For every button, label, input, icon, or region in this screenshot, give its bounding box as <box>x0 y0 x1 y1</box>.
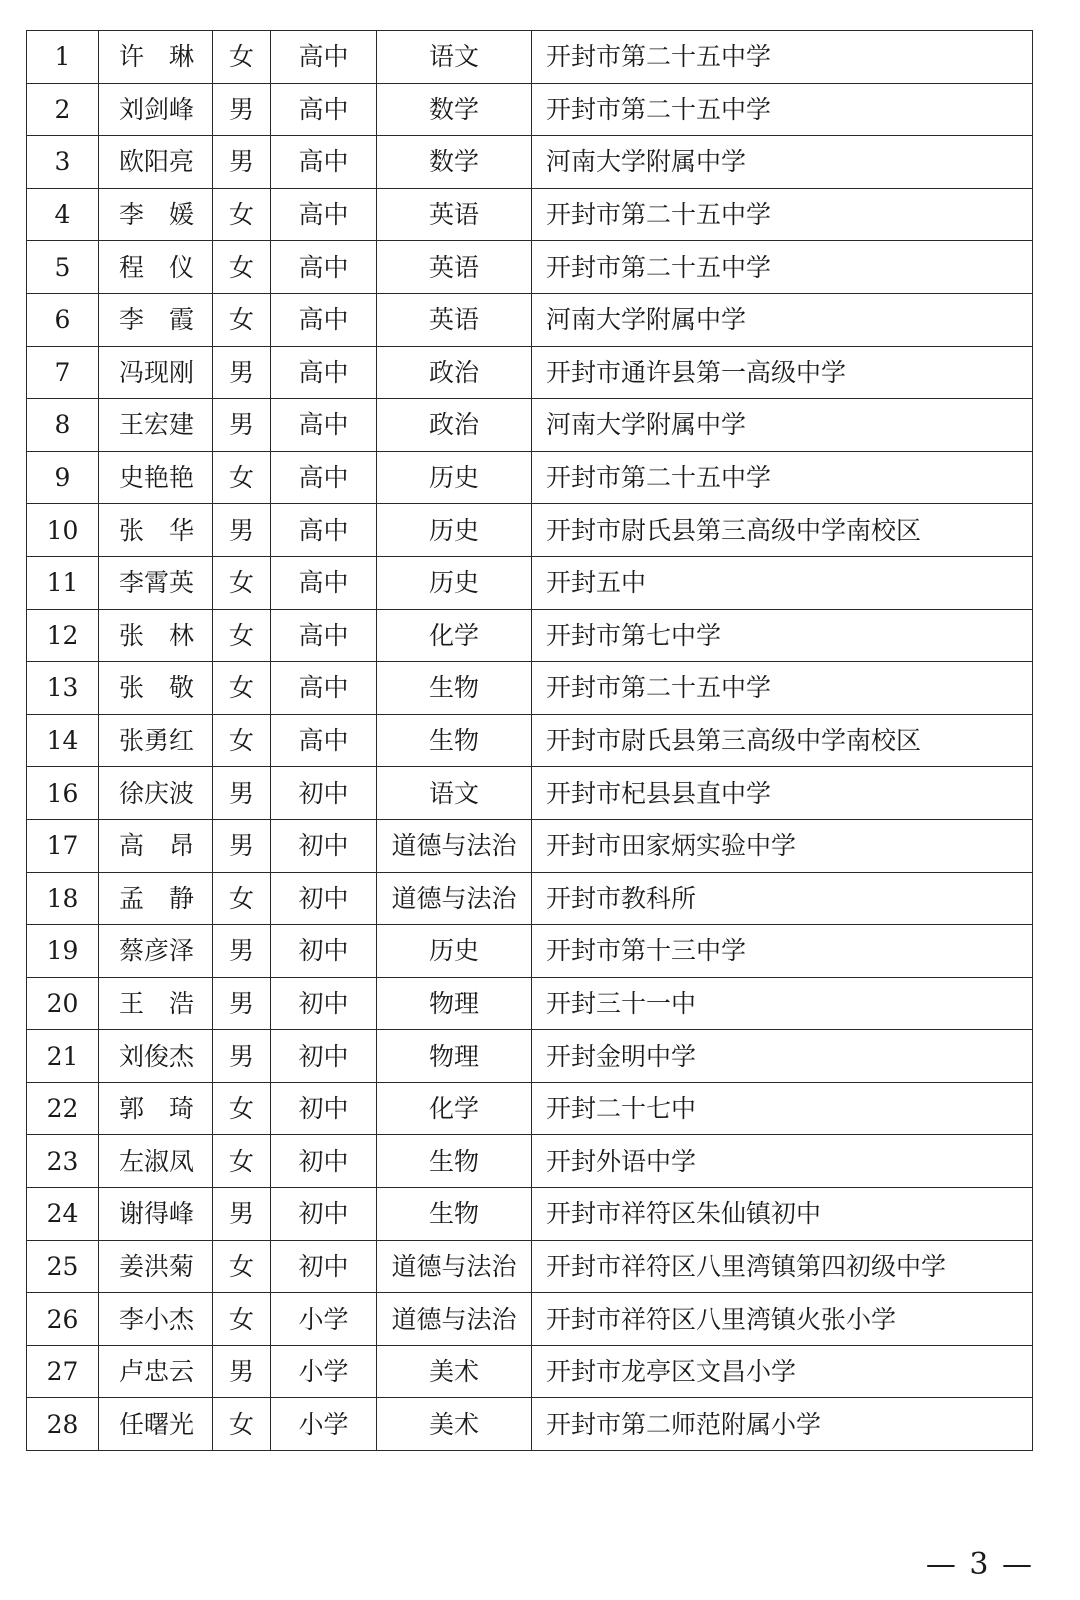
school-name: 开封市第七中学 <box>532 609 1033 662</box>
school-level: 高中 <box>271 714 377 767</box>
teacher-subject: 道德与法治 <box>377 1240 532 1293</box>
teacher-name: 谢得峰 <box>99 1188 213 1241</box>
table-row <box>27 714 1033 767</box>
row-number: 1 <box>27 31 99 84</box>
table-row <box>27 241 1033 294</box>
teacher-name: 王宏建 <box>99 399 213 452</box>
row-number: 7 <box>27 346 99 399</box>
school-name: 开封金明中学 <box>532 1030 1033 1083</box>
school-level: 小学 <box>271 1398 377 1451</box>
school-level: 高中 <box>271 83 377 136</box>
school-level: 初中 <box>271 1135 377 1188</box>
teacher-gender: 男 <box>213 399 271 452</box>
teacher-gender: 女 <box>213 662 271 715</box>
school-name: 河南大学附属中学 <box>532 136 1033 189</box>
school-name: 开封市第二十五中学 <box>532 31 1033 84</box>
school-name: 开封市通许县第一高级中学 <box>532 346 1033 399</box>
school-level: 初中 <box>271 872 377 925</box>
teacher-name: 孟 静 <box>99 872 213 925</box>
school-name: 开封市杞县县直中学 <box>532 767 1033 820</box>
teacher-subject: 英语 <box>377 241 532 294</box>
row-number: 28 <box>27 1398 99 1451</box>
teacher-subject: 道德与法治 <box>377 872 532 925</box>
teacher-name: 史艳艳 <box>99 451 213 504</box>
table-row <box>27 83 1033 136</box>
teacher-name: 徐庆波 <box>99 767 213 820</box>
teacher-gender: 女 <box>213 872 271 925</box>
table-row <box>27 556 1033 609</box>
table-row <box>27 1082 1033 1135</box>
teacher-subject: 英语 <box>377 293 532 346</box>
row-number: 10 <box>27 504 99 557</box>
row-number: 11 <box>27 556 99 609</box>
teacher-subject: 语文 <box>377 31 532 84</box>
row-number: 21 <box>27 1030 99 1083</box>
table-row <box>27 819 1033 872</box>
school-name: 开封市第二十五中学 <box>532 451 1033 504</box>
table-row <box>27 293 1033 346</box>
teacher-name: 程 仪 <box>99 241 213 294</box>
school-level: 初中 <box>271 767 377 820</box>
table-row <box>27 188 1033 241</box>
teacher-gender: 男 <box>213 504 271 557</box>
row-number: 18 <box>27 872 99 925</box>
teacher-gender: 女 <box>213 1240 271 1293</box>
table-row <box>27 1188 1033 1241</box>
teacher-name: 张 林 <box>99 609 213 662</box>
teacher-name: 郭 琦 <box>99 1082 213 1135</box>
teacher-name: 李 霞 <box>99 293 213 346</box>
teacher-gender: 男 <box>213 1345 271 1398</box>
row-number: 17 <box>27 819 99 872</box>
teacher-name: 冯现刚 <box>99 346 213 399</box>
teacher-subject: 物理 <box>377 977 532 1030</box>
teacher-subject: 化学 <box>377 1082 532 1135</box>
row-number: 8 <box>27 399 99 452</box>
school-name: 开封市教科所 <box>532 872 1033 925</box>
row-number: 13 <box>27 662 99 715</box>
teacher-name: 张勇红 <box>99 714 213 767</box>
teacher-gender: 女 <box>213 556 271 609</box>
teacher-gender: 女 <box>213 609 271 662</box>
school-level: 高中 <box>271 609 377 662</box>
row-number: 20 <box>27 977 99 1030</box>
table-row <box>27 504 1033 557</box>
row-number: 19 <box>27 925 99 978</box>
teacher-subject: 数学 <box>377 136 532 189</box>
teacher-gender: 女 <box>213 451 271 504</box>
row-number: 14 <box>27 714 99 767</box>
teacher-gender: 男 <box>213 1188 271 1241</box>
school-name: 开封市第二十五中学 <box>532 241 1033 294</box>
teacher-subject: 英语 <box>377 188 532 241</box>
school-name: 开封市祥符区朱仙镇初中 <box>532 1188 1033 1241</box>
row-number: 2 <box>27 83 99 136</box>
table-row <box>27 346 1033 399</box>
row-number: 26 <box>27 1293 99 1346</box>
teacher-name: 刘俊杰 <box>99 1030 213 1083</box>
teacher-name: 张 华 <box>99 504 213 557</box>
teacher-subject: 道德与法治 <box>377 1293 532 1346</box>
row-number: 4 <box>27 188 99 241</box>
teacher-subject: 历史 <box>377 556 532 609</box>
school-name: 河南大学附属中学 <box>532 399 1033 452</box>
teacher-name: 蔡彦泽 <box>99 925 213 978</box>
school-name: 河南大学附属中学 <box>532 293 1033 346</box>
row-number: 24 <box>27 1188 99 1241</box>
school-level: 初中 <box>271 1082 377 1135</box>
teacher-name: 高 昂 <box>99 819 213 872</box>
teacher-gender: 男 <box>213 1030 271 1083</box>
row-number: 22 <box>27 1082 99 1135</box>
teacher-gender: 男 <box>213 925 271 978</box>
table-row <box>27 451 1033 504</box>
school-level: 初中 <box>271 925 377 978</box>
table-row <box>27 872 1033 925</box>
teacher-name: 姜洪菊 <box>99 1240 213 1293</box>
teacher-gender: 男 <box>213 767 271 820</box>
teacher-gender: 女 <box>213 714 271 767</box>
school-name: 开封市第二师范附属小学 <box>532 1398 1033 1451</box>
teacher-list-body <box>27 31 1033 1451</box>
teacher-name: 任曙光 <box>99 1398 213 1451</box>
school-name: 开封市第二十五中学 <box>532 188 1033 241</box>
row-number: 25 <box>27 1240 99 1293</box>
teacher-gender: 女 <box>213 293 271 346</box>
school-level: 高中 <box>271 556 377 609</box>
school-name: 开封市第二十五中学 <box>532 662 1033 715</box>
teacher-subject: 美术 <box>377 1345 532 1398</box>
teacher-subject: 物理 <box>377 1030 532 1083</box>
school-level: 高中 <box>271 136 377 189</box>
row-number: 27 <box>27 1345 99 1398</box>
table-row <box>27 1240 1033 1293</box>
school-level: 初中 <box>271 1240 377 1293</box>
teacher-subject: 历史 <box>377 925 532 978</box>
table-row <box>27 1293 1033 1346</box>
school-name: 开封二十七中 <box>532 1082 1033 1135</box>
teacher-gender: 女 <box>213 241 271 294</box>
table-row <box>27 136 1033 189</box>
teacher-subject: 数学 <box>377 83 532 136</box>
teacher-gender: 男 <box>213 346 271 399</box>
school-level: 高中 <box>271 241 377 294</box>
row-number: 23 <box>27 1135 99 1188</box>
teacher-name: 卢忠云 <box>99 1345 213 1398</box>
school-level: 高中 <box>271 662 377 715</box>
school-level: 初中 <box>271 1030 377 1083</box>
teacher-gender: 女 <box>213 1135 271 1188</box>
teacher-gender: 女 <box>213 31 271 84</box>
teacher-gender: 女 <box>213 1082 271 1135</box>
teacher-gender: 女 <box>213 1398 271 1451</box>
school-name: 开封市祥符区八里湾镇火张小学 <box>532 1293 1033 1346</box>
school-level: 高中 <box>271 451 377 504</box>
teacher-subject: 生物 <box>377 662 532 715</box>
teacher-gender: 男 <box>213 136 271 189</box>
school-name: 开封五中 <box>532 556 1033 609</box>
teacher-subject: 历史 <box>377 504 532 557</box>
row-number: 5 <box>27 241 99 294</box>
table-row <box>27 609 1033 662</box>
school-level: 高中 <box>271 346 377 399</box>
school-level: 高中 <box>271 504 377 557</box>
teacher-name: 左淑凤 <box>99 1135 213 1188</box>
school-name: 开封市田家炳实验中学 <box>532 819 1033 872</box>
teacher-name: 欧阳亮 <box>99 136 213 189</box>
school-name: 开封市祥符区八里湾镇第四初级中学 <box>532 1240 1033 1293</box>
table-row <box>27 399 1033 452</box>
teacher-gender: 男 <box>213 977 271 1030</box>
teacher-subject: 化学 <box>377 609 532 662</box>
table-row <box>27 31 1033 84</box>
teacher-subject: 政治 <box>377 399 532 452</box>
table-row <box>27 767 1033 820</box>
row-number: 6 <box>27 293 99 346</box>
teacher-name: 李霄英 <box>99 556 213 609</box>
school-level: 初中 <box>271 1188 377 1241</box>
school-level: 小学 <box>271 1293 377 1346</box>
teacher-subject: 历史 <box>377 451 532 504</box>
teacher-name: 李小杰 <box>99 1293 213 1346</box>
row-number: 12 <box>27 609 99 662</box>
school-level: 初中 <box>271 819 377 872</box>
school-name: 开封市第二十五中学 <box>532 83 1033 136</box>
school-name: 开封市第十三中学 <box>532 925 1033 978</box>
school-name: 开封市尉氏县第三高级中学南校区 <box>532 504 1033 557</box>
teacher-list-table <box>26 30 1033 1451</box>
teacher-subject: 生物 <box>377 714 532 767</box>
school-level: 小学 <box>271 1345 377 1398</box>
table-row <box>27 1135 1033 1188</box>
teacher-subject: 美术 <box>377 1398 532 1451</box>
teacher-name: 李 媛 <box>99 188 213 241</box>
school-name: 开封外语中学 <box>532 1135 1033 1188</box>
teacher-name: 刘剑峰 <box>99 83 213 136</box>
table-row <box>27 1398 1033 1451</box>
table-row <box>27 662 1033 715</box>
teacher-gender: 女 <box>213 1293 271 1346</box>
teacher-subject: 语文 <box>377 767 532 820</box>
teacher-gender: 女 <box>213 188 271 241</box>
school-level: 高中 <box>271 293 377 346</box>
row-number: 3 <box>27 136 99 189</box>
teacher-name: 许 琳 <box>99 31 213 84</box>
school-level: 高中 <box>271 399 377 452</box>
table-row <box>27 1345 1033 1398</box>
teacher-name: 张 敬 <box>99 662 213 715</box>
school-name: 开封市尉氏县第三高级中学南校区 <box>532 714 1033 767</box>
school-name: 开封三十一中 <box>532 977 1033 1030</box>
school-level: 高中 <box>271 31 377 84</box>
teacher-subject: 道德与法治 <box>377 819 532 872</box>
school-level: 高中 <box>271 188 377 241</box>
teacher-name: 王 浩 <box>99 977 213 1030</box>
row-number: 16 <box>27 767 99 820</box>
table-row <box>27 1030 1033 1083</box>
teacher-gender: 男 <box>213 83 271 136</box>
teacher-subject: 政治 <box>377 346 532 399</box>
table-row <box>27 977 1033 1030</box>
teacher-subject: 生物 <box>377 1188 532 1241</box>
school-level: 初中 <box>271 977 377 1030</box>
school-name: 开封市龙亭区文昌小学 <box>532 1345 1033 1398</box>
page-number: — 3 — <box>925 1547 1034 1582</box>
teacher-gender: 男 <box>213 819 271 872</box>
table-row <box>27 925 1033 978</box>
teacher-subject: 生物 <box>377 1135 532 1188</box>
row-number: 9 <box>27 451 99 504</box>
